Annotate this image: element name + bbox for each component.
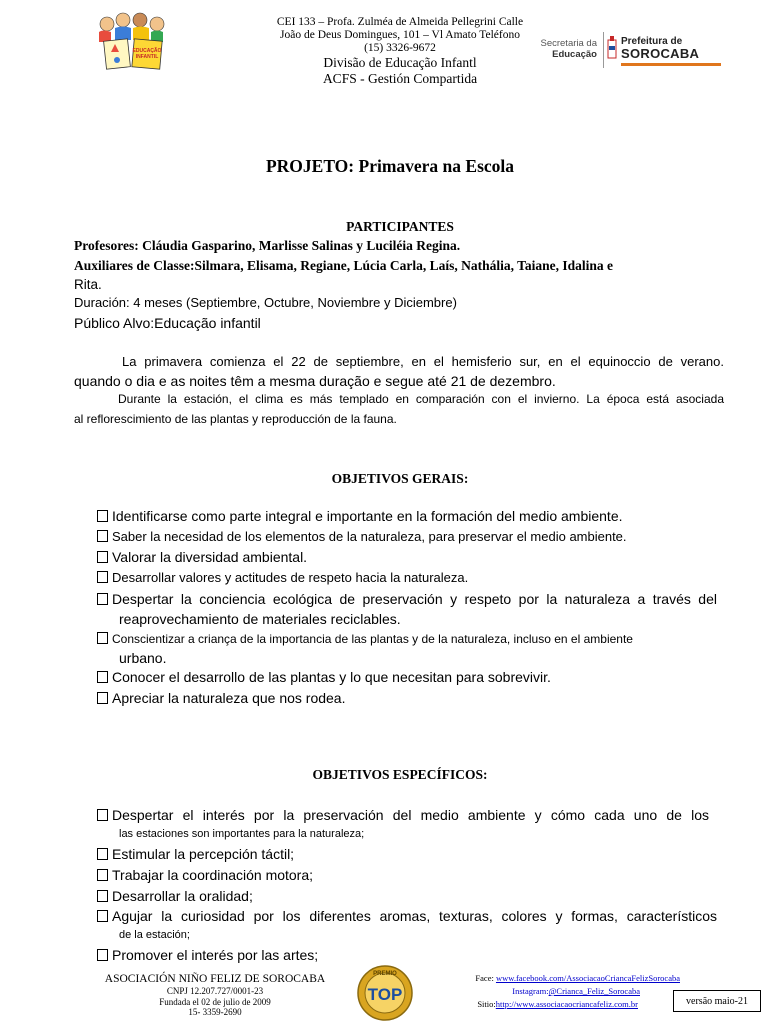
checkbox-icon — [97, 809, 108, 821]
list-item — [97, 844, 717, 864]
list-item — [97, 865, 717, 885]
list-item — [97, 547, 717, 567]
list-item-text: Desarrollar valores y actitudes de respeto hacia la naturaleza. — [112, 570, 469, 585]
list-item — [97, 568, 717, 588]
checkbox-icon — [97, 551, 108, 563]
list-item-text: Saber la necesidad de los elementos de la naturaleza, para preservar el medio ambiente. — [112, 529, 627, 544]
footer-org-name: ASOCIACIÓN NIÑO FELIZ DE SOROCABA — [104, 973, 326, 985]
logo-divider — [603, 32, 604, 68]
list-item — [97, 805, 709, 825]
prefeitura-text — [621, 36, 731, 60]
footer-site — [430, 998, 680, 1011]
intro-p2-line2: al reflorescimiento de las plantas y reproducción de la fauna. — [74, 412, 397, 426]
checkbox-icon — [97, 593, 108, 605]
prefeitura-line2: SOROCABA — [621, 46, 700, 61]
checkbox-icon — [97, 848, 108, 860]
list-item-text: Identificarse como parte integral e importante en la formación del medio ambiente. — [112, 508, 623, 524]
site-link[interactable]: http://www.associacaocriancafeliz.com.br — [495, 999, 638, 1009]
version-box: versão maio-21 — [673, 990, 761, 1012]
profesores-line: Profesores: Cláudia Gasparino, Marlisse Salinas y Luciléia Regina. — [74, 238, 461, 253]
checkbox-icon — [97, 510, 108, 522]
premio-top-seal-icon — [350, 963, 420, 1023]
facebook-label: Face: — [475, 973, 494, 983]
seal-premio-text: PREMIO — [373, 971, 397, 977]
intro-p2-line1: Durante la estación, el clima es más templado en comparación con el invierno. La época está asociada — [118, 392, 724, 406]
list-item — [97, 886, 717, 906]
seal-top-text: TOP — [367, 985, 403, 1004]
auxiliares-line: Auxiliares de Classe:Silmara, Elisama, Regiane, Lúcia Carla, Laís, Nathália, Taiane, Idalina e — [74, 258, 614, 273]
checkbox-icon — [97, 671, 108, 683]
header-address: João de Deus Domingues, 101 – Vl Amato Teléfono — [280, 29, 520, 41]
participants-heading: PARTICIPANTES — [346, 219, 454, 234]
page-title: PROJETO: Primavera na Escola — [265, 156, 515, 176]
secretaria-line2: Educação — [552, 49, 597, 60]
instagram-link[interactable]: @Crianca_Feliz_Sorocaba — [548, 986, 640, 996]
coat-of-arms-icon — [607, 36, 617, 64]
list-item — [97, 688, 717, 708]
list-item-text: Conscientizar a criança de la importancia de las plantas y de la naturaleza, incluso en el ambiente — [112, 632, 633, 646]
list-item-text: Despertar el interés por la preservación del medio ambiente y cómo cada uno de los — [112, 807, 709, 823]
list-item-text: Desarrollar la oralidad; — [112, 888, 253, 904]
header-phone: (15) 3326-9672 — [364, 42, 436, 54]
facebook-link[interactable]: www.facebook.com/AssociacaoCriancaFelizSorocaba — [495, 973, 680, 983]
footer-organization — [80, 972, 350, 1018]
svg-text:INFANTIL: INFANTIL — [135, 54, 159, 60]
footer-instagram — [430, 985, 680, 998]
footer-phone: 15- 3359-2690 — [188, 1007, 242, 1017]
instagram-label: Instagram: — [512, 986, 549, 996]
list-item-text: Conocer el desarrollo de las plantas y lo que necesitan para sobrevivir. — [112, 669, 551, 685]
header-school-name: CEI 133 – Profa. Zulméa de Almeida Pellegrini Calle — [276, 16, 524, 28]
checkbox-icon — [97, 869, 108, 881]
list-item — [97, 589, 717, 609]
duracion-line: Duración: 4 meses (Septiembre, Octubre, Noviembre y Diciembre) — [74, 295, 457, 310]
checkbox-icon — [97, 530, 108, 542]
checkbox-icon — [97, 571, 108, 583]
checkbox-icon — [97, 890, 108, 902]
list-item — [97, 629, 717, 649]
auxiliares-cont: Rita. — [74, 277, 102, 292]
secretaria-line1: Secretaria da — [540, 38, 597, 49]
list-item-text: Promover el interés por las artes; — [112, 947, 319, 963]
list-item-text: Despertar la conciencia ecológica de preservación y respeto por la naturaleza a través del — [112, 591, 717, 607]
footer-facebook — [430, 972, 680, 985]
intro-p1-line2: quando o dia e as noites têm a mesma duração e segue até 21 de dezembro. — [74, 373, 556, 389]
secretaria-label — [533, 38, 597, 60]
list-item-text: Trabajar la coordinación motora; — [112, 867, 314, 883]
school-logo — [93, 12, 173, 74]
footer-fundada: Fundada el 02 de julio de 2009 — [159, 996, 271, 1007]
list-item-continuation: de la estación; — [119, 929, 190, 941]
checkbox-icon — [97, 949, 108, 961]
svg-text:EDUCAÇÃO: EDUCAÇÃO — [132, 48, 162, 54]
checkbox-icon — [97, 910, 108, 922]
prefeitura-line1: Prefeitura de — [621, 36, 683, 47]
footer-cnpj: CNPJ 12.207.727/0001-23 — [166, 986, 264, 996]
list-item-text: Estimular la percepción táctil; — [112, 846, 295, 862]
intro-p1-line1: La primavera comienza el 22 de septiembre, en el hemisferio sur, en el equinoccio de verano. — [122, 354, 724, 369]
list-item — [97, 667, 717, 687]
prefeitura-logo — [533, 32, 723, 68]
list-item — [97, 945, 717, 965]
objetivos-gerais-heading: OBJETIVOS GERAIS: — [331, 471, 469, 486]
site-label: Sitio: — [477, 999, 496, 1009]
checkbox-icon — [97, 692, 108, 704]
objetivos-especificos-heading: OBJETIVOS ESPECÍFICOS: — [312, 767, 488, 782]
header-management: ACFS - Gestión Compartida — [322, 71, 478, 86]
list-item-text: Valorar la diversidad ambiental. — [112, 549, 308, 565]
footer-contact — [430, 972, 680, 1011]
list-item-continuation: las estaciones son importantes para la naturaleza; — [119, 828, 365, 840]
checkbox-icon — [97, 632, 108, 644]
prefeitura-orange-bar — [621, 63, 721, 66]
list-item — [97, 506, 717, 526]
list-item-continuation: reaprovechamiento de materiales reciclables. — [119, 611, 401, 627]
header-division: Divisão de Educação Infantl — [323, 55, 477, 70]
list-item — [97, 906, 717, 926]
list-item-text: Apreciar la naturaleza que nos rodea. — [112, 690, 346, 706]
list-item-continuation: urbano. — [119, 650, 167, 666]
list-item — [97, 527, 717, 547]
list-item-text: Agujar la curiosidad por los diferentes aromas, texturas, colores y formas, característicos — [112, 908, 717, 924]
publico-line: Público Alvo:Educação infantil — [74, 315, 261, 331]
